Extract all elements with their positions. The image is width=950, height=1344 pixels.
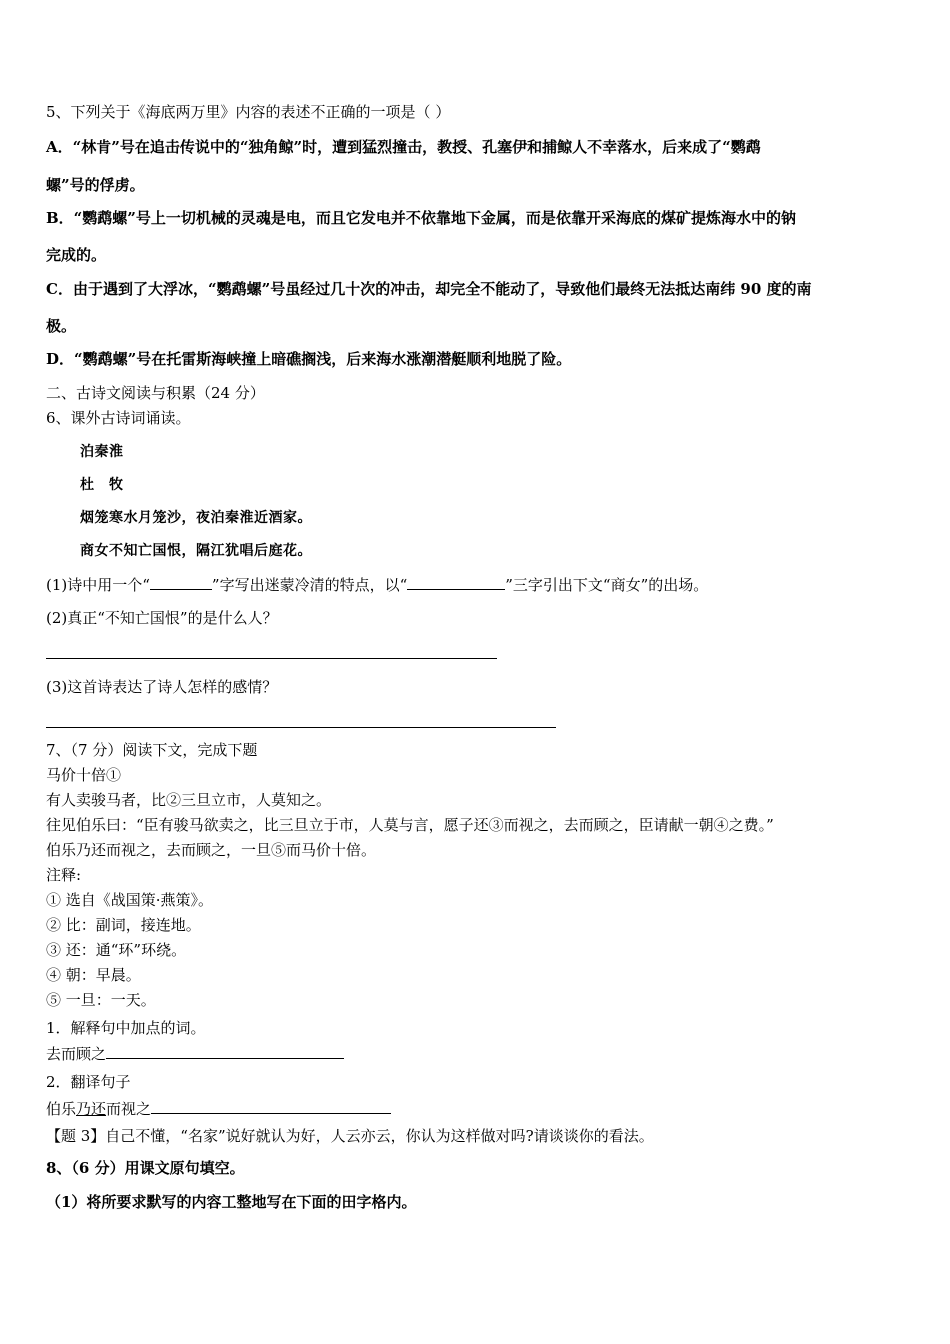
answer-line-q6-3[interactable] [46, 727, 556, 728]
note-3: ③ 还：通“环”环绕。 [46, 941, 187, 959]
poem-line-1: 烟笼寒水月笼沙，夜泊秦淮近酒家。 [80, 510, 312, 526]
q5-option-d: D．“鹦鹉螺”号在托雷斯海峡撞上暗礁搁浅，后来海水涨潮潜艇顺利地脱了险。 [46, 350, 572, 368]
q6-sub3: (3)这首诗表达了诗人怎样的感情？ [46, 678, 278, 696]
q5-stem: 5、下列关于《海底两万里》内容的表述不正确的一项是（ ） [46, 103, 451, 121]
poem-line-2: 商女不知亡国恨，隔江犹唱后庭花。 [80, 543, 312, 559]
section-title: 二、古诗文阅读与积累（24 分） [46, 384, 265, 402]
q5-option-a: A．“林肯”号在追击传说中的“独角鲸”时，遭到猛烈撞击，教授、孔塞伊和捕鲸人不幸落水，后来成了“鹦鹉 [46, 138, 761, 156]
q7-paragraph-1: 有人卖骏马者，比②三旦立市，人莫知之。 [46, 791, 332, 809]
answer-line-q6-2[interactable] [46, 658, 497, 659]
note-2: ② 比：副词，接连地。 [46, 916, 201, 934]
q7-sub2-phrase-a: 伯乐 [46, 1100, 77, 1118]
q7-sub2-item [46, 1099, 391, 1119]
notes-label: 注释: [46, 866, 82, 884]
q7-sub2-phrase-c: 而视之 [106, 1100, 152, 1118]
q6-sub1-text-a: (1)诗中用一个“ [46, 576, 150, 594]
q7-sub1: 1．解释句中加点的词。 [46, 1019, 206, 1037]
answer-blank-q7-1[interactable] [106, 1044, 344, 1059]
answer-blank-1[interactable] [150, 575, 212, 590]
q7-sub2: 2．翻译句子 [46, 1073, 131, 1091]
answer-blank-q7-2[interactable] [151, 1099, 391, 1114]
q5-option-a-cont: 螺”号的俘虏。 [46, 176, 145, 194]
q7-sub3: 【题 3】自己不懂，“名家”说好就认为好，人云亦云，你认为这样做对吗?请谈谈你的看法。 [46, 1127, 654, 1145]
q7-paragraph-2: 往见伯乐曰：“臣有骏马欲卖之，比三旦立于市，人莫与言，愿子还③而视之，去而顾之，臣请献一朝④之费。” [46, 816, 774, 834]
answer-blank-2[interactable] [407, 575, 505, 590]
q5-option-c: C．由于遇到了大浮冰，“鹦鹉螺”号虽经过几十次的冲击，却完全不能动了，导致他们最终无法抵达南纬 90 度的南 [46, 280, 812, 298]
q7-paragraph-3: 伯乐乃还而视之，去而顾之，一旦⑤而马价十倍。 [46, 841, 377, 859]
q7-sub1-item [46, 1044, 344, 1064]
q6-sub1-text-b: ”字写出迷蒙冷清的特点，以“ [211, 576, 408, 594]
q7-sub2-phrase-b: 乃还 [76, 1100, 107, 1118]
q7-title: 马价十倍① [46, 766, 122, 784]
q6-sub2: (2)真正“不知亡国恨”的是什么人？ [46, 609, 278, 627]
q5-option-b: B．“鹦鹉螺”号上一切机械的灵魂是电，而且它发电并不依靠地下金属，而是依靠开采海底的煤矿提炼海水中的钠 [46, 209, 796, 227]
q8-stem: 8、（6 分）用课文原句填空。 [46, 1159, 245, 1177]
q6-stem: 6、课外古诗词诵读。 [46, 409, 191, 427]
poem-title: 泊秦淮 [80, 444, 124, 460]
q6-sub1 [46, 575, 708, 595]
q8-sub1: （1）将所要求默写的内容工整地写在下面的田字格内。 [46, 1193, 417, 1211]
note-4: ④ 朝：早晨。 [46, 966, 141, 984]
q5-option-c-cont: 极。 [46, 317, 77, 335]
q7-stem: 7、（7 分）阅读下文，完成下题 [46, 741, 258, 759]
note-5: ⑤ 一旦：一天。 [46, 991, 156, 1009]
q7-sub1-phrase: 去而顾之 [46, 1045, 107, 1063]
q5-option-b-cont: 完成的。 [46, 246, 107, 264]
q6-sub1-text-c: ”三字引出下文“商女”的出场。 [505, 576, 709, 594]
note-1: ① 选自《战国策·燕策》。 [46, 891, 214, 909]
poem-author: 杜 牧 [80, 477, 124, 493]
